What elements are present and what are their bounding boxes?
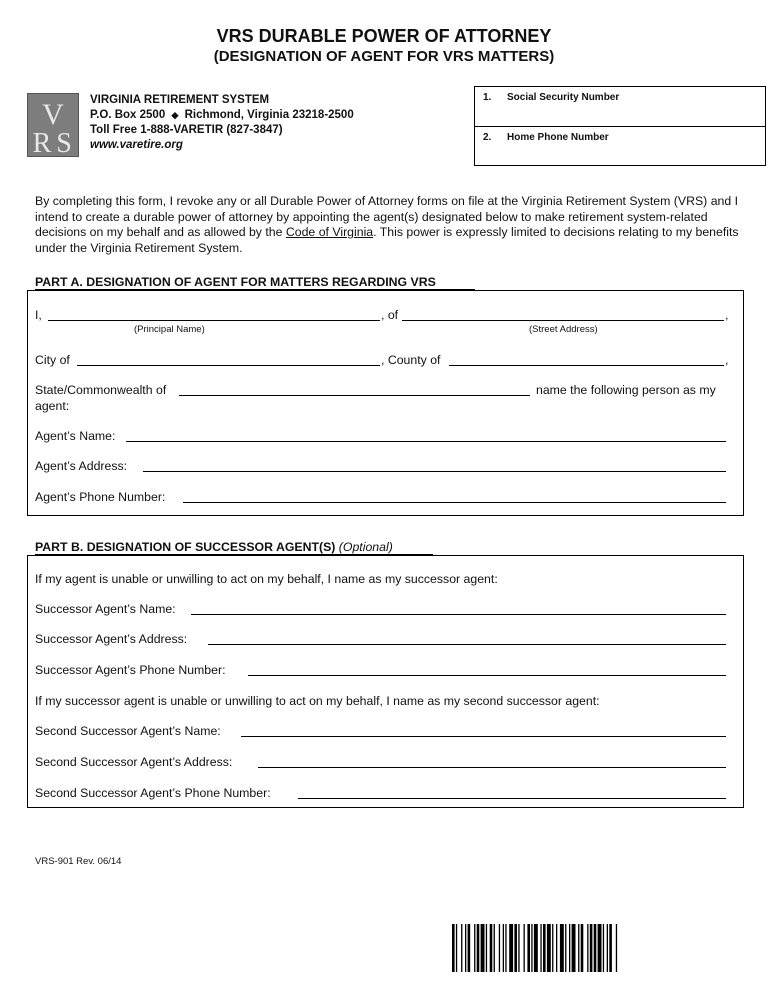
city-line: Richmond, Virginia 23218-2500 (184, 109, 354, 121)
form-number: VRS-901 Rev. 06/14 (35, 856, 122, 867)
barcode-bar (540, 924, 541, 972)
vrs-logo (27, 93, 79, 157)
agent-phone-label: Agent’s Phone Number: (35, 490, 166, 504)
second-successor-address-label: Second Successor Agent’s Address: (35, 755, 233, 769)
barcode-image (452, 924, 742, 972)
i-label: I, (35, 308, 42, 322)
city-label: City of (35, 353, 70, 367)
organization-info (90, 93, 354, 153)
second-successor-address-field[interactable] (258, 767, 726, 768)
diamond-separator-icon: ◆ (171, 110, 179, 120)
barcode-bar (456, 924, 457, 972)
barcode-bar (465, 924, 466, 972)
agent-name-field[interactable] (126, 441, 726, 442)
second-successor-name-label: Second Successor Agent’s Name: (35, 724, 221, 738)
barcode-bar (565, 924, 566, 972)
state-label: State/Commonwealth of (35, 383, 167, 397)
state-field[interactable] (179, 395, 530, 396)
barcode-bar (569, 924, 570, 972)
barcode-bar (474, 924, 475, 972)
street-address-caption: (Street Address) (529, 324, 598, 335)
agent-name-label: Agent’s Name: (35, 429, 116, 443)
barcode-bar (534, 924, 538, 972)
part-b-title (35, 540, 393, 554)
barcode-bar (518, 924, 519, 972)
form-subtitle: (DESIGNATION OF AGENT FOR VRS MATTERS) (213, 48, 555, 65)
agent-word: agent: (35, 399, 70, 413)
identification-box (474, 86, 766, 166)
agent-address-field[interactable] (143, 471, 726, 472)
barcode-bar (607, 924, 608, 972)
barcode-bar (514, 924, 517, 972)
street-address-field[interactable] (402, 320, 724, 321)
barcode-bar (461, 924, 462, 972)
barcode-bar (486, 924, 487, 972)
vrs-logo-mark (28, 94, 78, 156)
barcode-bar (468, 924, 471, 972)
ssn-field[interactable] (475, 87, 765, 125)
principal-name-field[interactable] (48, 320, 380, 321)
barcode-bar (543, 924, 546, 972)
barcode-bar (581, 924, 584, 972)
code-of-virginia-link[interactable]: Code of Virginia (285, 225, 374, 239)
second-successor-phone-label: Second Successor Agent’s Phone Number: (35, 786, 271, 800)
home-phone-label: Home Phone Number (507, 132, 609, 143)
trailing-comma: , (725, 353, 729, 367)
of-label: , of (381, 308, 399, 322)
barcode-bar (524, 924, 525, 972)
svg-text:S: S (56, 128, 72, 156)
intro-text-before: By completing this form, I revoke any or all Durable Power of Attorney forms on file at the Virginia Retirement System (VRS) and I intend to create a durable power of attorney by appointing the agent(s) designated below to make retirement system-related decisions on my behalf and as allowed by the (35, 194, 739, 239)
barcode-bar (609, 924, 612, 972)
second-successor-name-field[interactable] (241, 736, 726, 737)
po-box: P.O. Box 2500 (90, 109, 166, 121)
barcode-bar (552, 924, 553, 972)
barcode-bar (556, 924, 557, 972)
barcode-bar (481, 924, 485, 972)
second-successor-intro: If my successor agent is unable or unwilling to act on my behalf, I name as my second successor agent: (35, 694, 600, 708)
svg-text:R: R (32, 128, 52, 156)
barcode-bar (531, 924, 532, 972)
barcode-bar (616, 924, 617, 972)
barcode-bar (560, 924, 564, 972)
barcode (452, 924, 742, 972)
barcode-bar (587, 924, 588, 972)
second-successor-phone-field[interactable] (298, 798, 726, 799)
name-following-text: name the following person as my (536, 383, 716, 397)
successor-intro: If my agent is unable or unwilling to act on my behalf, I name as my successor agent: (35, 572, 498, 586)
optional-label: (Optional) (338, 540, 393, 554)
form-title: VRS DURABLE POWER OF ATTORNEY (216, 26, 552, 46)
organization-address (90, 108, 354, 123)
barcode-bar (590, 924, 593, 972)
successor-name-field[interactable] (191, 614, 726, 615)
successor-phone-label: Successor Agent’s Phone Number: (35, 663, 226, 677)
barcode-bar (509, 924, 513, 972)
part-b-title-text: PART B. DESIGNATION OF SUCCESSOR AGENT(S) (35, 540, 336, 554)
barcode-bar (578, 924, 579, 972)
home-phone-field[interactable] (475, 126, 765, 165)
agent-address-label: Agent’s Address: (35, 459, 128, 473)
barcode-bar (505, 924, 506, 972)
barcode-bar (572, 924, 576, 972)
intro-paragraph (35, 194, 745, 256)
barcode-bar (547, 924, 551, 972)
barcode-bar (594, 924, 597, 972)
field-number: 2. (483, 132, 492, 143)
barcode-bar (598, 924, 602, 972)
svg-text:V: V (42, 98, 64, 131)
organization-phone: Toll Free 1-888-VARETIR (827-3847) (90, 124, 283, 136)
agent-phone-field[interactable] (183, 502, 726, 503)
barcode-bar (527, 924, 530, 972)
successor-phone-field[interactable] (248, 675, 726, 676)
barcode-bar (490, 924, 493, 972)
organization-website[interactable]: www.varetire.org (90, 139, 183, 151)
part-a-title: PART A. DESIGNATION OF AGENT FOR MATTERS REGARDING VRS (35, 275, 436, 289)
city-field[interactable] (77, 365, 380, 366)
barcode-bar (499, 924, 500, 972)
county-label: , County of (381, 353, 441, 367)
successor-address-field[interactable] (208, 644, 726, 645)
barcode-bar (494, 924, 495, 972)
barcode-bar (452, 924, 455, 972)
trailing-comma: , (725, 308, 729, 322)
successor-name-label: Successor Agent’s Name: (35, 602, 176, 616)
barcode-bar (477, 924, 480, 972)
successor-address-label: Successor Agent’s Address: (35, 632, 188, 646)
county-field[interactable] (449, 365, 724, 366)
ssn-label: Social Security Number (507, 92, 620, 103)
intro-text-after: . This power is expressly limited to decisions relating to my benefits under the Virginia Retirement System. (35, 225, 739, 255)
part-b-box (27, 555, 744, 808)
barcode-bar (603, 924, 604, 972)
field-number: 1. (483, 92, 492, 103)
organization-name: VIRGINIA RETIREMENT SYSTEM (90, 94, 270, 106)
principal-name-caption: (Principal Name) (134, 324, 205, 335)
barcode-bar (503, 924, 504, 972)
